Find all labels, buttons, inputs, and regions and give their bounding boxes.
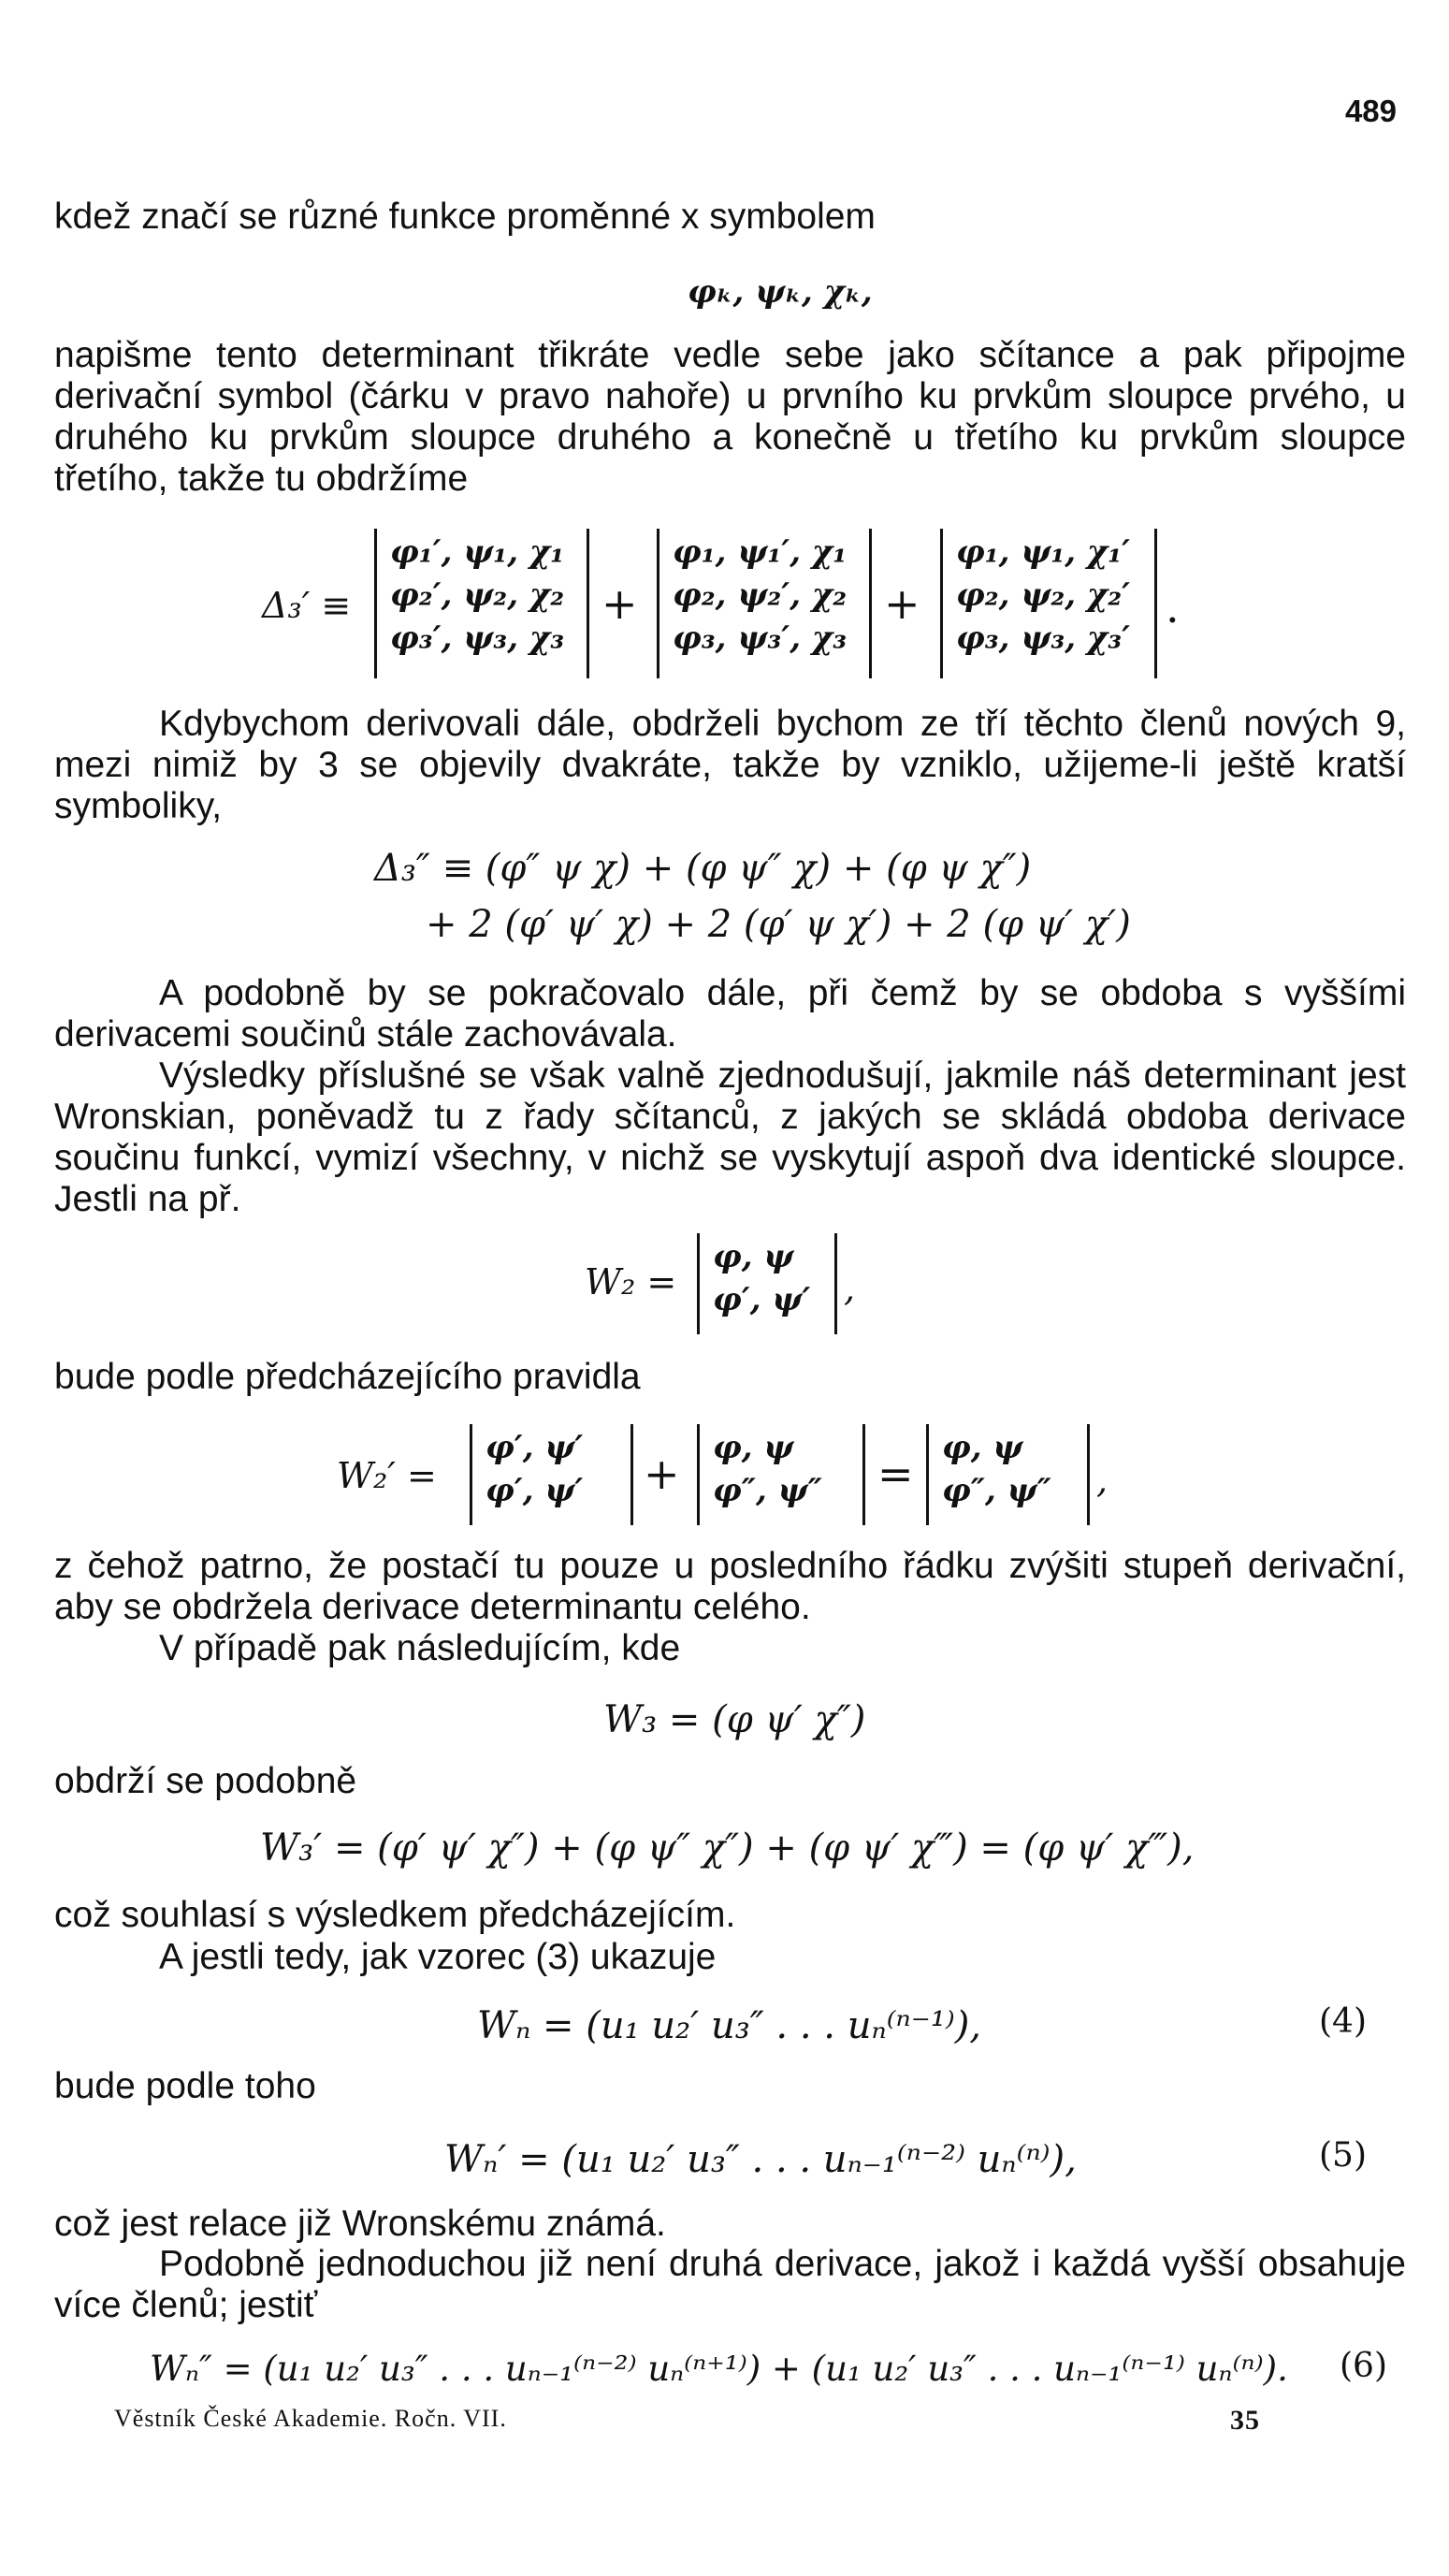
matrix-row: φ″, ψ″ [713,1472,822,1509]
matrix-row: φ, ψ [942,1429,1023,1466]
plus-sign: + [884,578,920,629]
determinant-matrix [374,529,589,678]
determinant-matrix [657,529,872,678]
paragraph-text: obdrží se podobně [54,1761,357,1801]
paragraph-text: A jestli tedy, jak vzorec (3) ukazuje [159,1937,717,1977]
plus-sign: + [644,1448,680,1499]
matrix-row: φ′, ψ′ [485,1472,584,1509]
paragraph-text: což jest relace již Wronskému známá. [54,2204,666,2244]
matrix-row: φ, ψ [713,1238,794,1275]
matrix-row: φ₂′, ψ₂, χ₂ [390,576,565,614]
matrix-row: φ₁, ψ₁′, χ₁ [673,533,848,571]
equals-sign: = [877,1448,914,1499]
equation: Wₙ = (u₁ u₂′ u₃″ . . . uₙ⁽ⁿ⁻¹⁾), [477,2004,982,2047]
equation: W₃′ = (φ′ ψ′ χ″) + (φ ψ″ χ″) + (φ ψ′ χ‴) = (φ ψ′ χ‴), [260,1826,1195,1870]
determinant-matrix [697,1233,837,1334]
paragraph-text: V případě pak následujícím, kde [159,1628,681,1668]
equation: + 2 (φ′ ψ′ χ) + 2 (φ′ ψ χ′) + 2 (φ ψ′ χ′) [426,903,1131,946]
determinant-matrix [470,1424,633,1525]
paragraph-text: bude podle toho [54,2066,316,2106]
equation: Δ₃″ ≡ (φ″ ψ χ) + (φ ψ″ χ) + (φ ψ χ″) [374,847,1032,890]
equation-symbols: φₖ, ψₖ, χₖ, [688,273,873,311]
matrix-row: φ₁′, ψ₁, χ₁ [390,533,565,571]
matrix-row: φ″, ψ″ [942,1472,1051,1509]
plus-sign: + [601,578,638,629]
paragraph-text: Výsledky příslušné se však valně zjednodušují, jakmile náš determinant jest Wronskian, poněvadž tu z řady sčítanců, z jakých se skládá obdoba derivace součinu funkcí, vymizí všechny, v nichž se vyskytují aspoň dva identické sloupce. Jestli na př. [54,1055,1406,1219]
comma: , [1096,1460,1108,1501]
matrix-row: φ₂, ψ₂, χ₂′ [956,576,1131,614]
paragraph-text: bude podle předcházejícího pravidla [54,1357,641,1397]
journal-footer: Věstník České Akademie. Ročn. VII. [114,2405,507,2432]
paragraph-text: což souhlasí s výsledkem předcházejícím. [54,1895,736,1935]
paragraph-text: Podobně jednoduchou již není druhá derivace, jakož i každá vyšší obsahuje více členů; jestiť [54,2244,1406,2325]
equation-label: Δ₃′ ≡ [262,585,352,626]
paragraph-text: Kdybychom derivovali dále, obdrželi bychom ze tří těchto členů nových 9, mezi nimiž by 3 se objevily dvakráte, takže by vzniklo, užijeme-li ještě kratší symboliky, [54,704,1406,826]
equation-number: (6) [1340,2347,1387,2385]
equation-label: W₂′ = [337,1455,437,1496]
equation-label: W₂ = [585,1261,677,1303]
equation: Wₙ′ = (u₁ u₂′ u₃″ . . . uₙ₋₁⁽ⁿ⁻²⁾ uₙ⁽ⁿ⁾), [444,2138,1077,2181]
matrix-row: φ′, ψ′ [713,1281,811,1318]
paragraph-text: kdež značí se různé funkce proměnné x symbolem [54,196,876,237]
determinant-matrix [940,529,1157,678]
matrix-row: φ₃, ψ₃′, χ₃ [673,619,848,657]
matrix-row: φ′, ψ′ [485,1429,584,1466]
signature-number: 35 [1230,2405,1260,2436]
matrix-row: φ₃, ψ₃, χ₃′ [956,619,1131,657]
comma: , [844,1268,856,1309]
matrix-row: φ₁, ψ₁, χ₁′ [956,533,1131,571]
page-number: 489 [1344,94,1397,128]
determinant-matrix [926,1424,1090,1525]
equation-number: (5) [1319,2136,1367,2175]
matrix-row: φ₃′, ψ₃, χ₃ [390,619,565,657]
matrix-row: φ₂, ψ₂′, χ₂ [673,576,848,614]
period: . [1166,582,1180,633]
equation: W₃ = (φ ψ′ χ″) [603,1698,866,1741]
paragraph-text: A podobně by se pokračovalo dále, při čemž by se obdoba s vyššími derivacemi součinů stále zachovávala. [54,973,1406,1055]
paragraph-text: napišme tento determinant třikráte vedle sebe jako sčítance a pak připojme derivační symbol (čárku v pravo nahoře) u prvního ku prvkům sloupce prvého, u druhého ku prvkům sloupce druhého a konečně u třetího ku prvkům sloupce třetího, takže tu obdržíme [54,335,1406,499]
paragraph-text: z čehož patrno, že postačí tu pouze u posledního řádku zvýšiti stupeň derivační, aby se obdržela derivace determinantu celého. [54,1546,1406,1627]
equation-number: (4) [1319,2002,1367,2041]
matrix-row: φ, ψ [713,1429,794,1466]
determinant-matrix [697,1424,865,1525]
equation: Wₙ″ = (u₁ u₂′ u₃″ . . . uₙ₋₁⁽ⁿ⁻²⁾ uₙ⁽ⁿ⁺¹⁾) + (u₁ u₂′ u₃″ . . . uₙ₋₁⁽ⁿ⁻¹⁾ uₙ⁽ⁿ⁾). [150,2349,1288,2389]
